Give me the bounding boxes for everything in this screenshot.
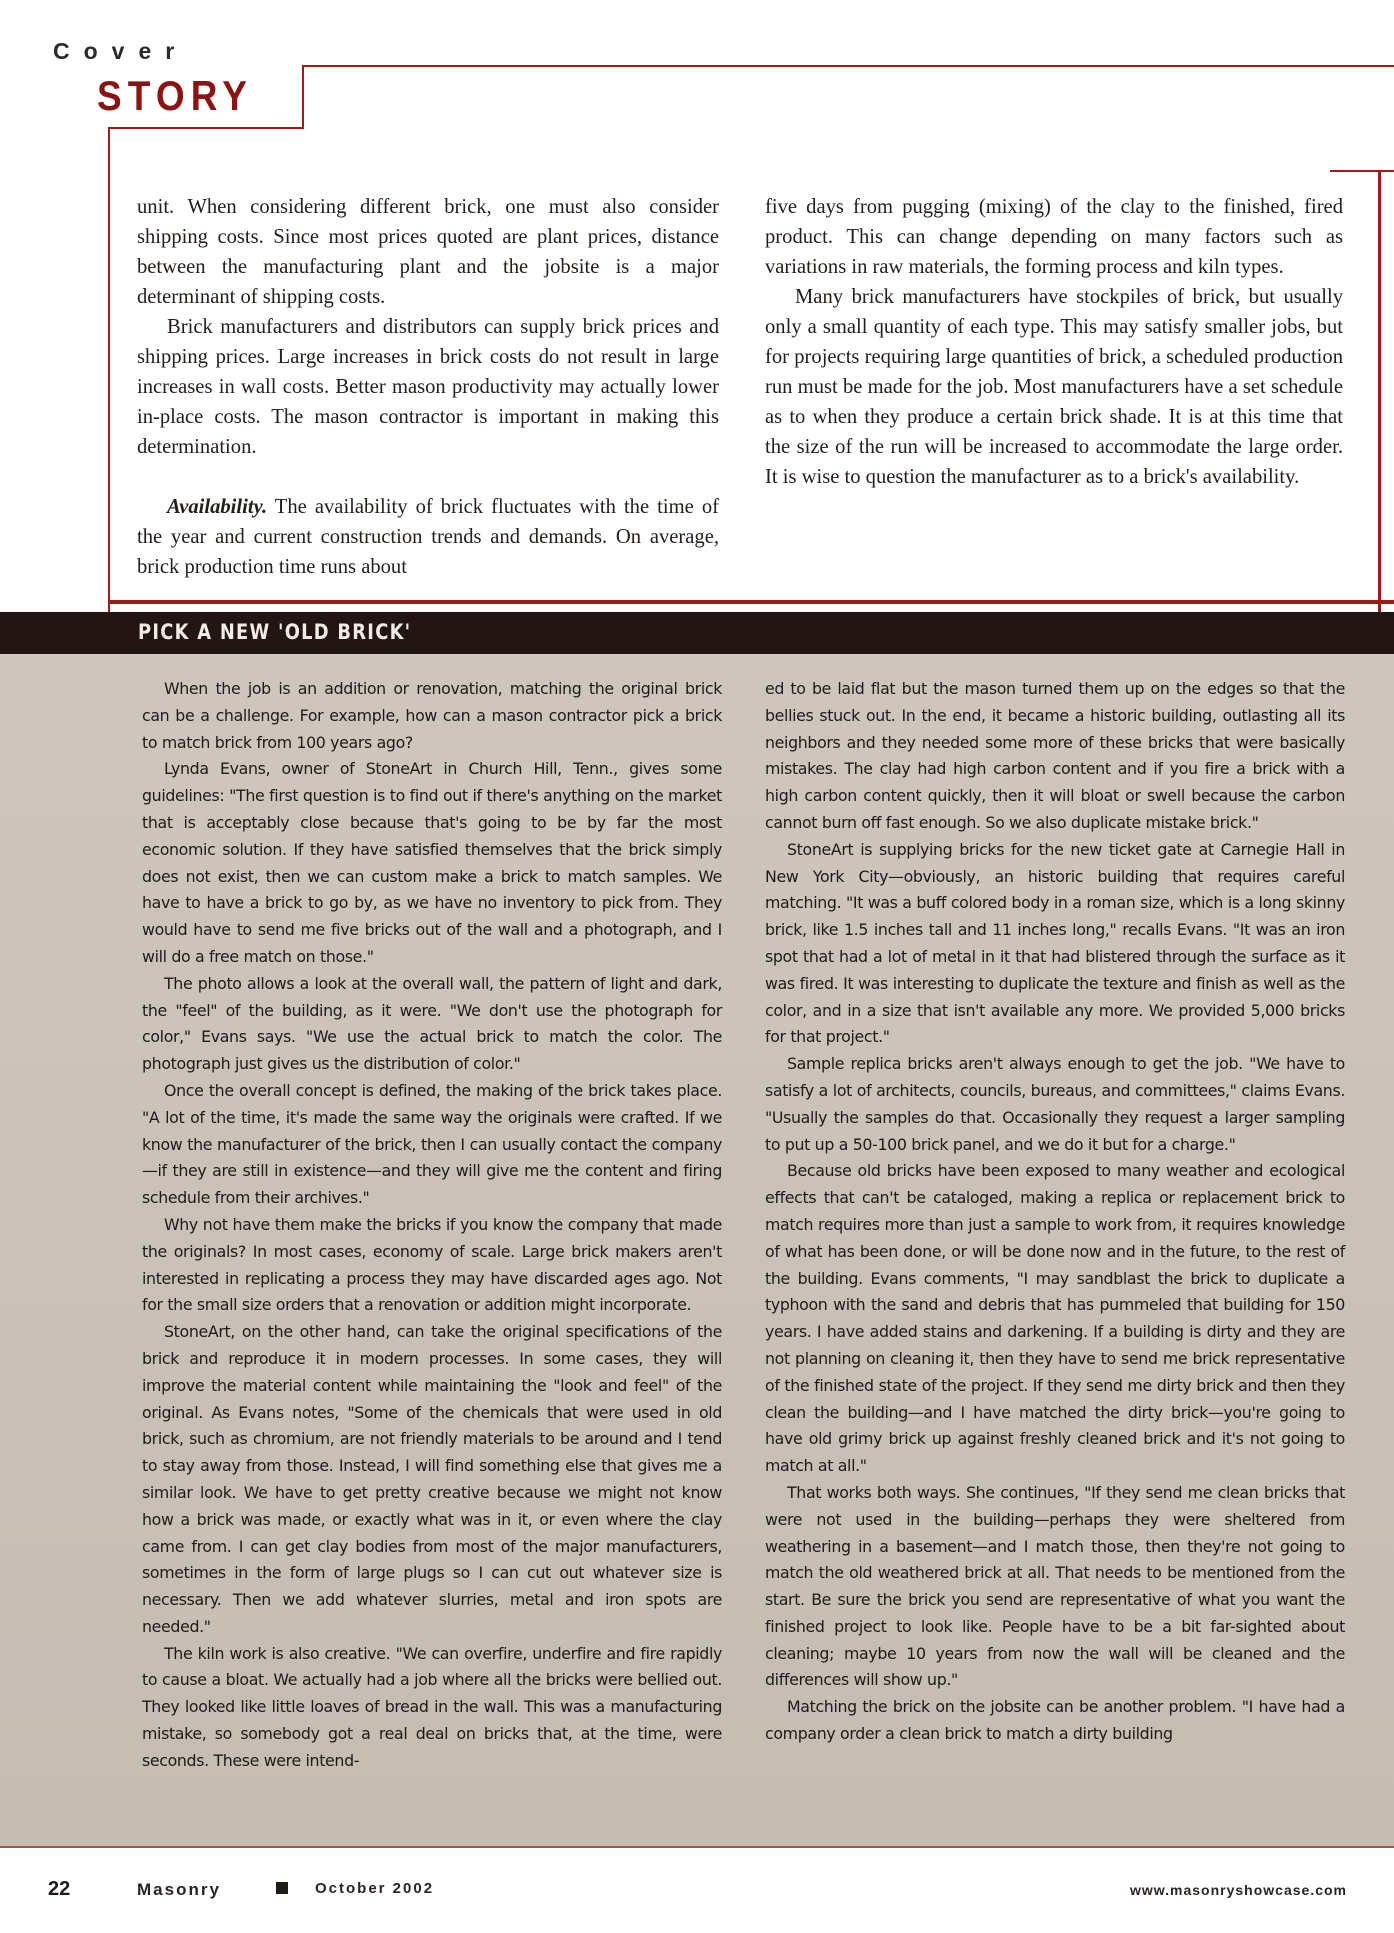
frame-left-rule [108,127,110,612]
sidebar-column-2 [765,676,1345,1748]
header-rule-left [302,65,304,129]
sidebar-paragraph: When the job is an addition or renovation, matching the original brick can be a challenge. For example, how can a mason contractor pick a brick to match brick from 100 years ago? [142,679,722,752]
sidebar-paragraph: StoneArt is supplying bricks for the new ticket gate at Carnegie Hall in New York City—obviously, an historic building that requires careful matching. "It was a buff colored body in a roman size, which is a long skinny brick, like 1.5 inches tall and 11 inches long," recalls Evans. "It was an iron spot that had a lot of metal in it that had blistered through the surface as it was fired. It was interesting to duplicate the texture and finish as well as the color, and in a size that isn't available any more. We provided 5,000 bricks for that project." [765,839,1345,1047]
sidebar-top-rule [108,600,1394,604]
section-kicker: Cover [53,38,189,64]
issue-date: October 2002 [315,1880,435,1897]
sidebar-paragraph: StoneArt, on the other hand, can take the original specifications of the brick and reproduce it in modern processes. In some cases, they will improve the material content while maintaining the "look and feel" of the original. As Evans notes, "Some of the chemicals that were used in old brick, such as chromium, are not friendly materials to be around and I tend to stay away from those. Instead, I will find something else that gives me a similar look. We have to get pretty creative because we might not know how a brick was made, or exactly what was in it, or even where the clay came from. I can get clay bodies from most of the major manufacturers, sometimes in the form of large plugs so I can cut out whatever size is necessary. Then we add whatever slurries, metal and iron spots are needed." [142,1322,722,1636]
sidebar-paragraph: Matching the brick on the jobsite can be another problem. "I have had a company order a clean brick to match a dirty building [765,1697,1345,1744]
availability-run-in-head: Availability. [167,496,268,518]
section-title: STORY [97,72,254,119]
sidebar-paragraph: The photo allows a look at the overall wall, the pattern of light and dark, the "feel" of the building, as it were. "We don't use the photograph for color," Evans says. "We use the actual brick to match the color. The photograph just gives us the distribution of color." [142,973,722,1074]
article-paragraph: Many brick manufacturers have stockpiles of brick, but usually only a small quantity of each type. This may satisfy smaller jobs, but for projects requiring large quantities of brick, a scheduled production run must be made for the job. Most manufacturers have a set schedule as to when they produce a certain brick shade. It is at this time that the size of the run will be increased to accommodate the large order. It is wise to question the manufacturer as to a brick's availability. [765,286,1343,488]
website-url: www.masonryshowcase.com [1130,1882,1347,1898]
square-bullet-icon [276,1882,288,1894]
sidebar-paragraph: The kiln work is also creative. "We can overfire, underfire and fire rapidly to cause a bloat. We actually had a job where all the bricks were bellied out. They looked like little loaves of bread in the wall. This was a manufacturing mistake, so somebody got a real deal on bricks that, at the time, were seconds. These were intend- [142,1643,722,1770]
article-paragraph: five days from pugging (mixing) of the clay to the finished, fired product. This can change depending on many factors such as variations in raw materials, the forming process and kiln types. [765,196,1343,278]
availability-paragraph [137,492,719,582]
sidebar-paragraph: That works both ways. She continues, "If they send me clean bricks that were not used in the building—perhaps they were sheltered from weathering in a basement—and I match those, then they're not going to match the old weathered brick at all. That needs to be mentioned from the start. Be sure the brick you send are representative of what you want the finished project to look like. People have to be a bit far-sighted about cleaning; maybe 10 years from now the wall will be cleaned and the differences will show up." [765,1482,1345,1690]
sidebar-paragraph: Sample replica bricks aren't always enough to get the job. "We have to satisfy a lot of architects, councils, bureaus, and committees," claims Evans. "Usually the samples do that. Occasionally they request a larger sampling to put up a 50-100 brick panel, and we do it but for a charge." [765,1054,1345,1154]
header-rule-top [302,65,1394,67]
footer-rule [0,1846,1394,1848]
article-column-2 [765,192,1343,492]
frame-right-rule [1378,170,1381,612]
sidebar-paragraph-continued: ed to be laid flat but the mason turned them up on the edges so that the bellies stuck out. In the end, it became a historic building, outlasting all its neighbors and they needed some more of these bricks that were basically mistakes. The clay had high carbon content and if you fire a brick with a high carbon content quickly, then it will bloat or swell because the carbon cannot burn off fast enough. So we also duplicate mistake brick." [765,679,1345,832]
article-paragraph: unit. When considering different brick, one must also consider shipping costs. Since most prices quoted are plant prices, distance between the manufacturing plant and the jobsite is a major determinant of shipping costs. [137,196,719,308]
article-paragraph: Brick manufacturers and distributors can supply brick prices and shipping prices. Large increases in brick costs do not result in large increases in wall costs. Better mason productivity may actually lower in-place costs. The mason contractor is important in making this determination. [137,316,719,458]
magazine-name: Masonry [137,1880,221,1899]
sidebar-title: PICK A NEW 'OLD BRICK' [138,620,412,644]
article-column-1 [137,192,719,582]
sidebar-paragraph: Lynda Evans, owner of StoneArt in Church Hill, Tenn., gives some guidelines: "The first question is to find out if there's anything on the market that is acceptably close because that's going to be by far the most economic solution. If they have satisfied themselves that the brick simply does not exist, then we can custom make a brick to match samples. We have to have a brick to go by, as we have no inventory to pick from. They would have to send me five bricks out of the wall and a photograph, and I will do a free match on those." [142,759,722,966]
page-number: 22 [48,1878,71,1900]
sidebar-paragraph: Why not have them make the bricks if you know the company that made the originals? In most cases, economy of scale. Large brick makers aren't interested in replicating a process they may have discarded ages ago. Not for the small size orders that a renovation or addition might incorporate. [142,1214,722,1315]
header-rule-under [108,127,304,129]
sidebar-paragraph: Once the overall concept is defined, the making of the brick takes place. "A lot of the time, it's made the same way the originals were crafted. If we know the manufacturer of the brick, then I can usually contact the company—if they are still in existence—and they will give me the content and firing schedule from their archives." [142,1080,722,1208]
sidebar-column-1 [142,676,722,1775]
sidebar-paragraph: Because old bricks have been exposed to many weather and ecological effects that can't be cataloged, making a replica or replacement brick to match requires more than just a sample to work from, it requires knowledge of what has been done, or will be done now and in the future, to the rest of the building. Evans comments, "I may sandblast the brick to duplicate a typhoon with the sand and debris that has pummeled that building for 150 years. I have added stains and darkening. If a building is dirty and they are not planning on cleaning it, then they have to send me brick representative of the finished state of the project. If they send me dirty brick and then they clean the building—and I have matched the dirty brick—you're going to have old grimy brick up against freshly cleaned brick and it's not going to match at all." [765,1161,1345,1476]
frame-right-rule-top [1330,170,1394,172]
availability-text: The availability of brick fluctuates with the time of the year and current construction trends and demands. On average, brick production time runs about [137,496,719,578]
